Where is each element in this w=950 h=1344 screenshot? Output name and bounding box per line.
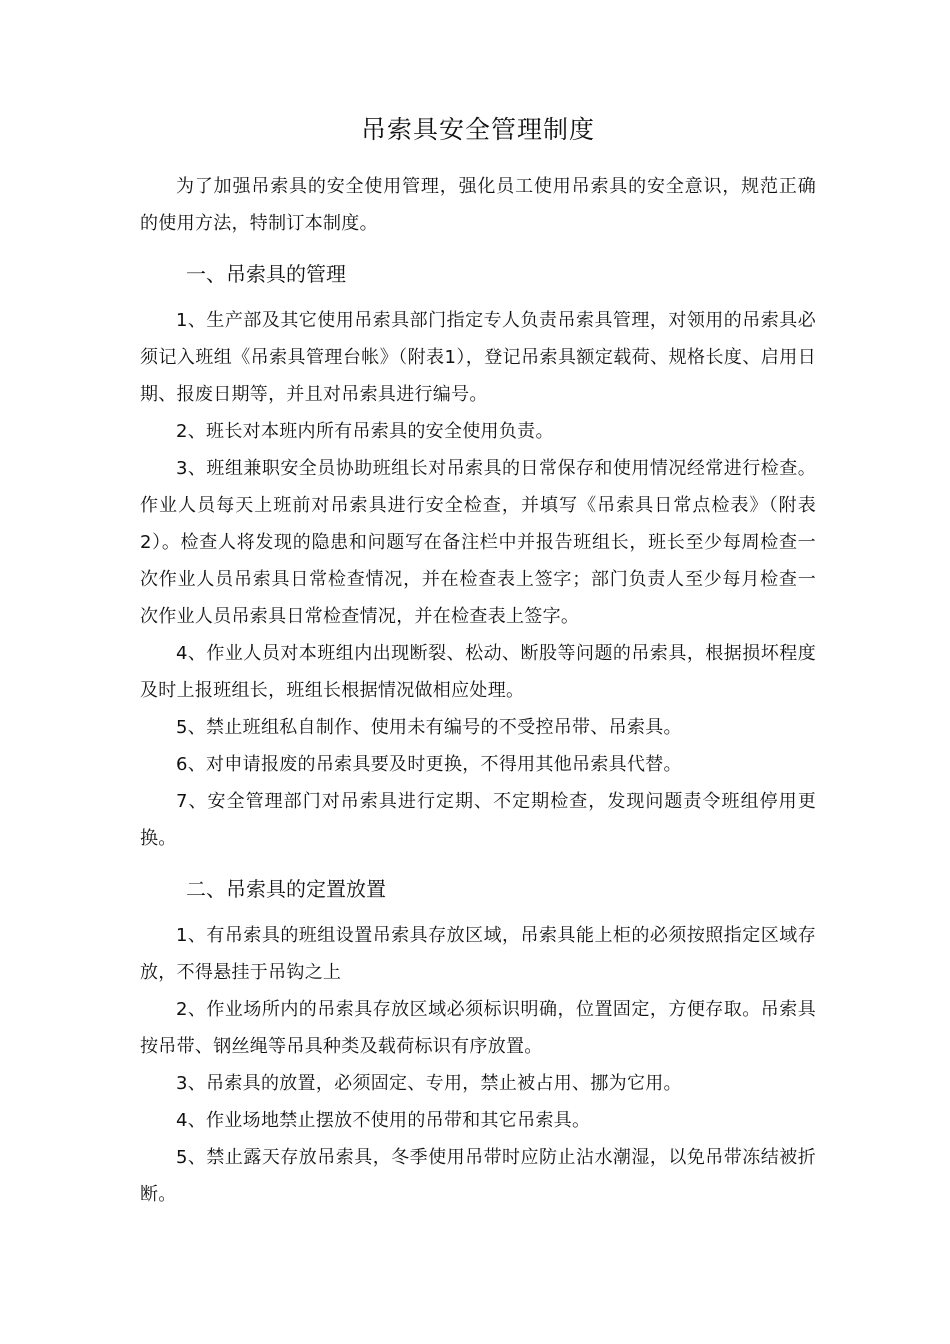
management-item-5: 5、禁止班组私自制作、使用未有编号的不受控吊带、吊索具。 [176,717,682,738]
placement-item-4: 4、作业场地禁止摆放不使用的吊带和其它吊索具。 [176,1110,591,1131]
document-page [140,110,816,1213]
placement-item-5: 5、禁止露天存放吊索具，冬季使用吊带时应防止沾水潮湿，以免吊带冻结被折断。 [140,1147,816,1205]
management-item-2: 2、班长对本班内所有吊索具的安全使用负责。 [176,421,554,442]
management-item-6: 6、对申请报废的吊索具要及时更换，不得用其他吊索具代替。 [176,754,682,775]
management-item-3: 3、班组兼职安全员协助班组长对吊索具的日常保存和使用情况经常进行检查。作业人员每天上班前对吊索具进行安全检查，并填写《吊索具日常点检表》（附表2）。检查人将发现的隐患和问题写在备注栏中并报告班组长，班长至少每周检查一次作业人员吊索具日常检查情况，并在检查表上签字；部门负责人至少每月检查一次作业人员吊索具日常检查情况，并在检查表上签字。 [140,458,816,627]
placement-item-1: 1、有吊索具的班组设置吊索具存放区域，吊索具能上柜的必须按照指定区域存放，不得悬挂于吊钩之上 [140,925,816,983]
placement-item-3: 3、吊索具的放置，必须固定、专用，禁止被占用、挪为它用。 [176,1073,682,1094]
placement-item-2: 2、作业场所内的吊索具存放区域必须标识明确，位置固定，方便存取。吊索具按吊带、钢丝绳等吊具种类及载荷标识有序放置。 [140,999,816,1057]
section-heading-placement: 二、吊索具的定置放置 [186,877,386,901]
document-title: 吊索具安全管理制度 [360,115,595,144]
management-item-7: 7、安全管理部门对吊索具进行定期、不定期检查，发现问题责令班组停用更换。 [140,791,816,849]
management-item-1: 1、生产部及其它使用吊索具部门指定专人负责吊索具管理，对领用的吊索具必须记入班组《吊索具管理台帐》（附表1），登记吊索具额定载荷、规格长度、启用日期、报废日期等，并且对吊索具进行编号。 [140,310,816,405]
section-heading-management: 一、吊索具的管理 [186,262,346,286]
management-item-4: 4、作业人员对本班组内出现断裂、松动、断股等问题的吊索具，根据损坏程度及时上报班组长，班组长根据情况做相应处理。 [140,643,816,701]
intro-paragraph: 为了加强吊索具的安全使用管理，强化员工使用吊索具的安全意识，规范正确的使用方法，特制订本制度。 [140,176,816,234]
